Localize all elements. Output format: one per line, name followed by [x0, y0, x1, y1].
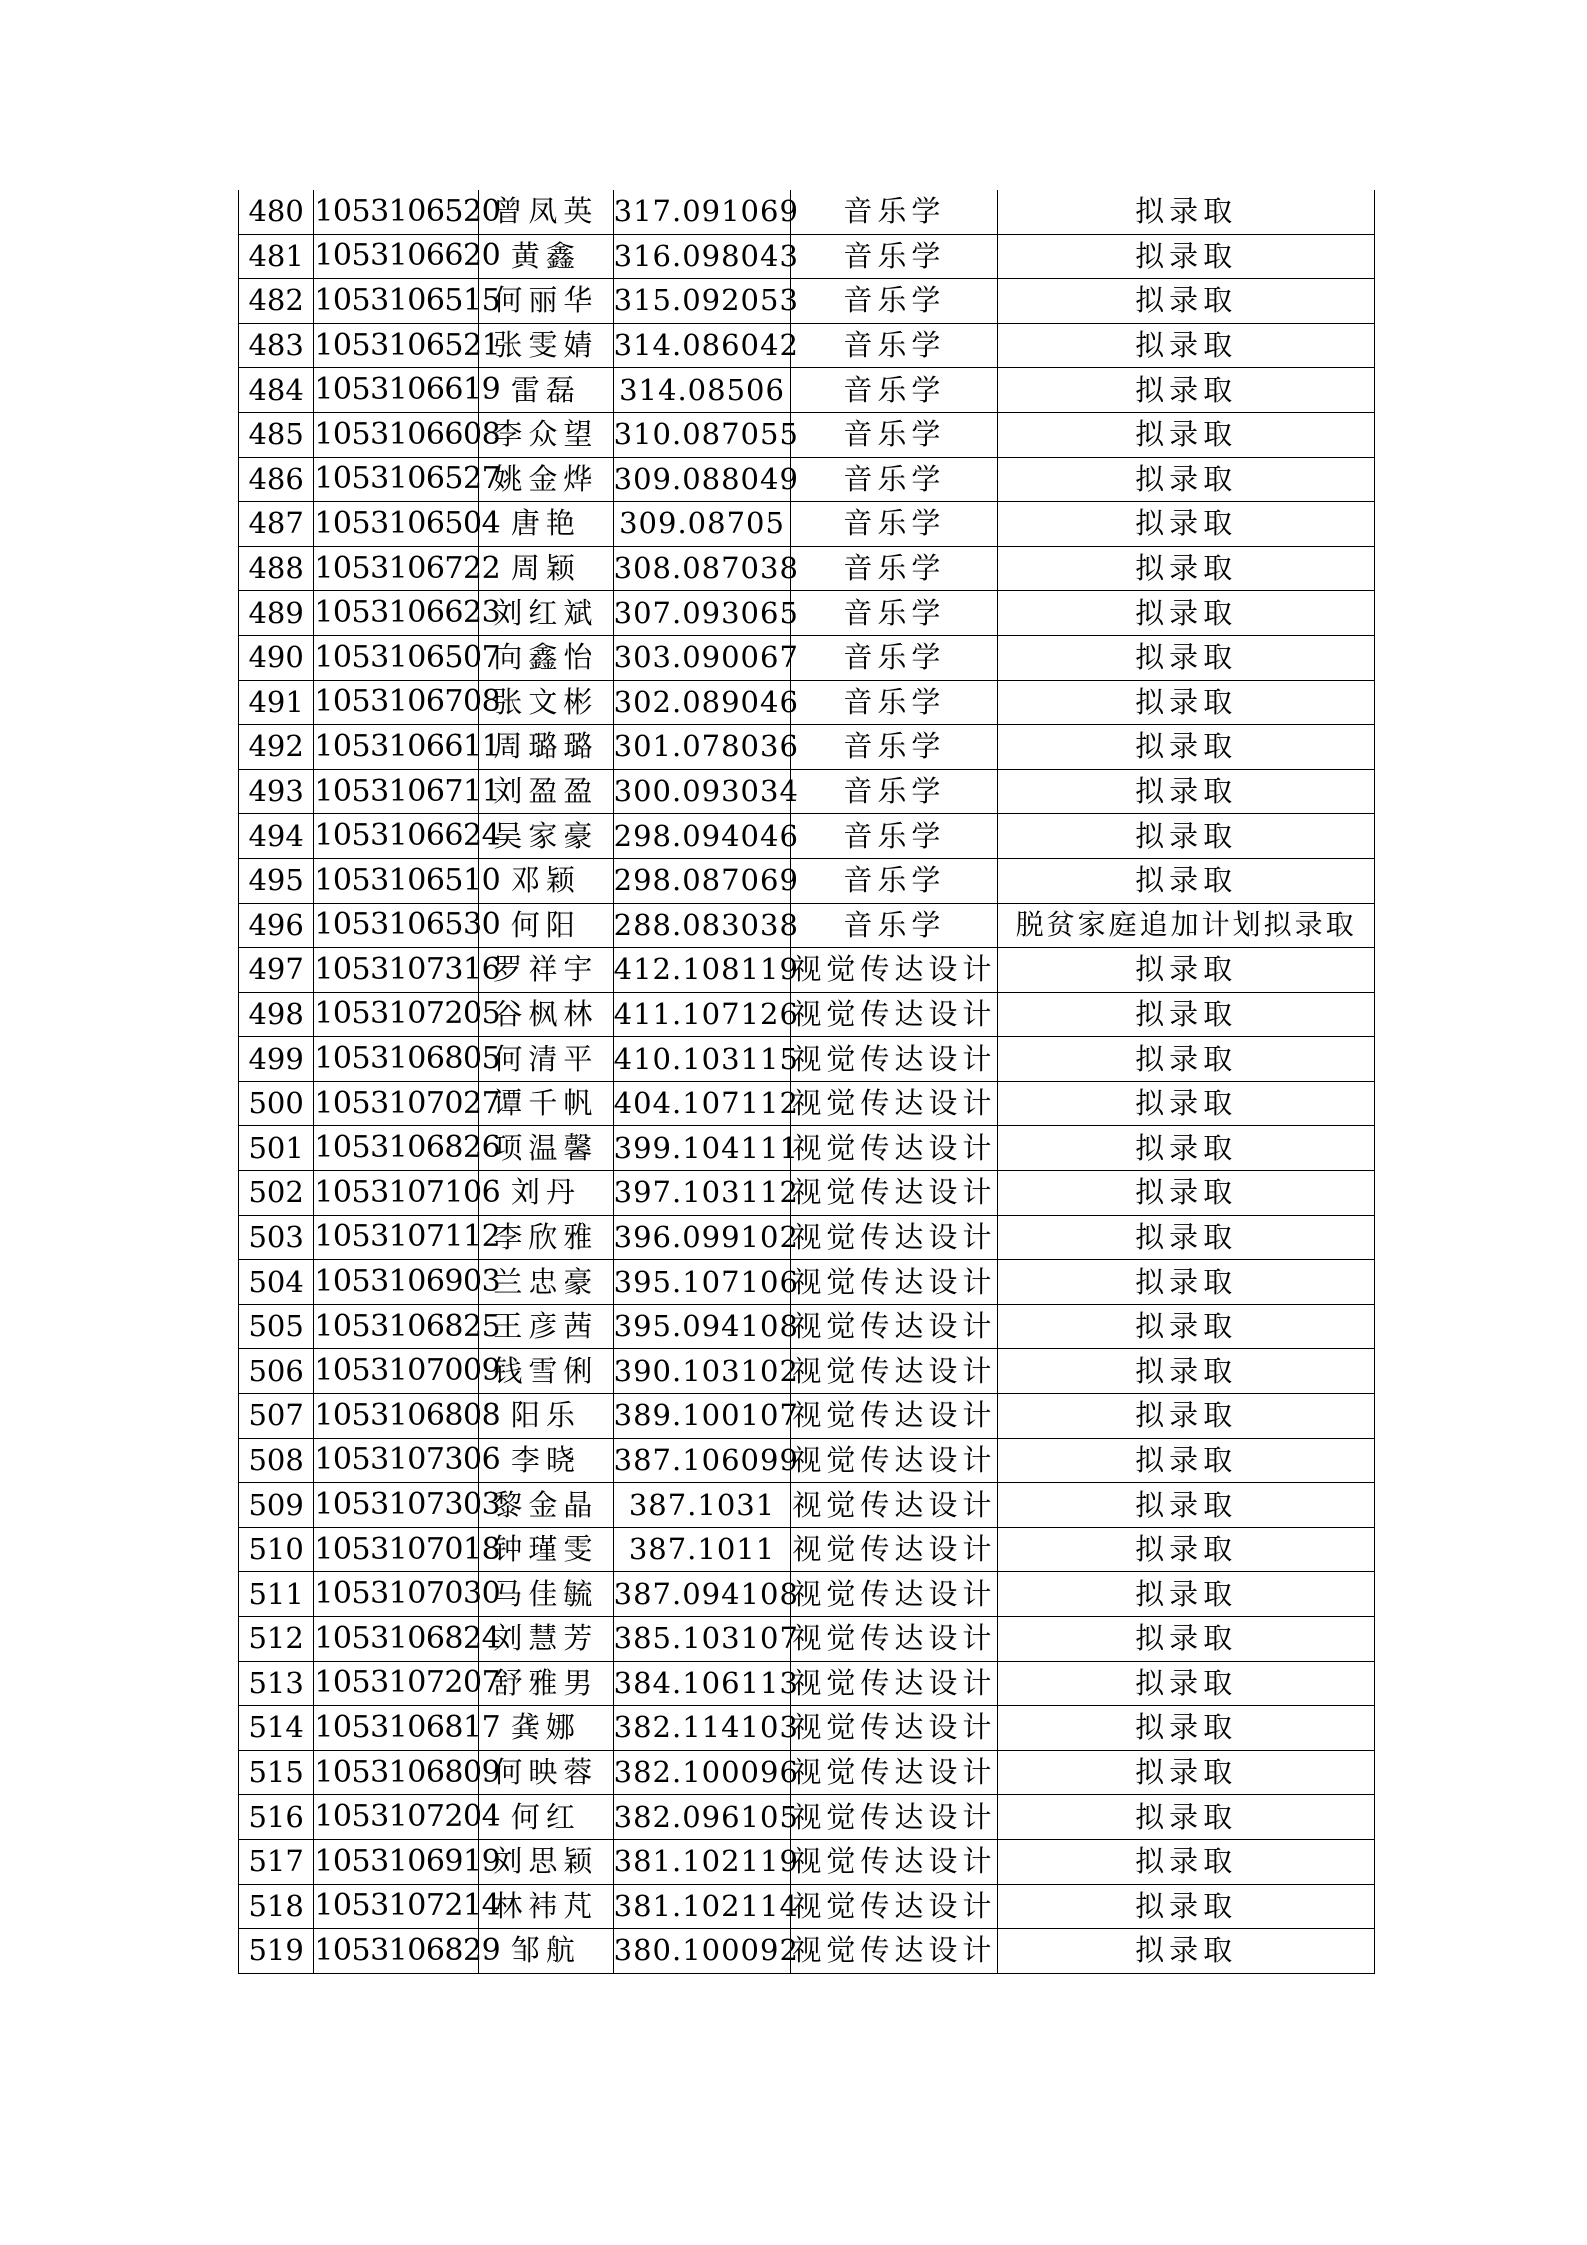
candidate-id-cell: 1053107207 [314, 1661, 479, 1706]
status-cell: 拟录取 [998, 412, 1375, 457]
candidate-name-cell: 吴家豪 [479, 814, 614, 859]
table-row [239, 1171, 1375, 1216]
major-cell: 视觉传达设计 [791, 1349, 998, 1394]
major-cell: 视觉传达设计 [791, 1795, 998, 1840]
status-cell: 拟录取 [998, 1215, 1375, 1260]
status-cell: 拟录取 [998, 1884, 1375, 1929]
candidate-id-cell: 1053106808 [314, 1394, 479, 1439]
status-cell: 拟录取 [998, 858, 1375, 903]
score-cell: 387.1011 [613, 1527, 791, 1572]
candidate-id-cell: 1053106510 [314, 858, 479, 903]
candidate-id-cell: 1053107306 [314, 1438, 479, 1483]
table-row [239, 903, 1375, 948]
seq-cell: 514 [239, 1706, 314, 1751]
score-cell: 314.08506 [613, 368, 791, 413]
seq-cell: 480 [239, 190, 314, 234]
table-row [239, 412, 1375, 457]
score-cell: 302.089046 [613, 680, 791, 725]
major-cell: 音乐学 [791, 323, 998, 368]
candidate-name-cell: 项温馨 [479, 1126, 614, 1171]
status-cell: 拟录取 [998, 1750, 1375, 1795]
candidate-id-cell: 1053106903 [314, 1260, 479, 1305]
score-cell: 384.106113 [613, 1661, 791, 1706]
score-cell: 387.094108 [613, 1572, 791, 1617]
seq-cell: 502 [239, 1171, 314, 1216]
status-cell: 拟录取 [998, 546, 1375, 591]
table-row [239, 1929, 1375, 1974]
candidate-id-cell: 1053106623 [314, 591, 479, 636]
table-row [239, 190, 1375, 234]
status-cell: 拟录取 [998, 279, 1375, 324]
score-cell: 309.08705 [613, 502, 791, 547]
status-cell: 拟录取 [998, 190, 1375, 234]
seq-cell: 504 [239, 1260, 314, 1305]
table-row [239, 814, 1375, 859]
major-cell: 音乐学 [791, 814, 998, 859]
seq-cell: 485 [239, 412, 314, 457]
candidate-id-cell: 1053106829 [314, 1929, 479, 1974]
score-cell: 396.099102 [613, 1215, 791, 1260]
candidate-id-cell: 1053106520 [314, 190, 479, 234]
score-cell: 404.107112 [613, 1081, 791, 1126]
status-cell: 拟录取 [998, 1661, 1375, 1706]
table-row [239, 1527, 1375, 1572]
status-cell: 拟录取 [998, 725, 1375, 770]
major-cell: 视觉传达设计 [791, 1126, 998, 1171]
candidate-id-cell: 1053107030 [314, 1572, 479, 1617]
candidate-id-cell: 1053106805 [314, 1037, 479, 1082]
major-cell: 视觉传达设计 [791, 1706, 998, 1751]
status-cell: 拟录取 [998, 992, 1375, 1037]
candidate-id-cell: 1053106521 [314, 323, 479, 368]
table-row [239, 1661, 1375, 1706]
major-cell: 视觉传达设计 [791, 1215, 998, 1260]
seq-cell: 510 [239, 1527, 314, 1572]
candidate-id-cell: 1053106530 [314, 903, 479, 948]
status-cell: 拟录取 [998, 368, 1375, 413]
score-cell: 387.1031 [613, 1483, 791, 1528]
seq-cell: 492 [239, 725, 314, 770]
seq-cell: 496 [239, 903, 314, 948]
candidate-name-cell: 兰忠豪 [479, 1260, 614, 1305]
table-row [239, 769, 1375, 814]
status-cell: 拟录取 [998, 1126, 1375, 1171]
major-cell: 音乐学 [791, 279, 998, 324]
score-cell: 381.102119 [613, 1839, 791, 1884]
seq-cell: 519 [239, 1929, 314, 1974]
seq-cell: 512 [239, 1617, 314, 1662]
major-cell: 视觉传达设计 [791, 1929, 998, 1974]
seq-cell: 499 [239, 1037, 314, 1082]
table-row [239, 680, 1375, 725]
score-cell: 387.106099 [613, 1438, 791, 1483]
candidate-name-cell: 何清平 [479, 1037, 614, 1082]
candidate-name-cell: 阳乐 [479, 1394, 614, 1439]
candidate-id-cell: 1053106711 [314, 769, 479, 814]
status-cell: 拟录取 [998, 502, 1375, 547]
table-row [239, 1483, 1375, 1528]
major-cell: 视觉传达设计 [791, 1037, 998, 1082]
candidate-id-cell: 1053106515 [314, 279, 479, 324]
candidate-id-cell: 1053106708 [314, 680, 479, 725]
candidate-name-cell: 周颖 [479, 546, 614, 591]
candidate-name-cell: 向鑫怡 [479, 635, 614, 680]
score-cell: 303.090067 [613, 635, 791, 680]
candidate-name-cell: 谭千帆 [479, 1081, 614, 1126]
table-row [239, 1394, 1375, 1439]
table-row [239, 725, 1375, 770]
status-cell: 拟录取 [998, 457, 1375, 502]
score-cell: 288.083038 [613, 903, 791, 948]
major-cell: 视觉传达设计 [791, 1527, 998, 1572]
candidate-id-cell: 1053106824 [314, 1617, 479, 1662]
status-cell: 拟录取 [998, 1394, 1375, 1439]
status-cell: 拟录取 [998, 1483, 1375, 1528]
major-cell: 视觉传达设计 [791, 1839, 998, 1884]
candidate-name-cell: 姚金烨 [479, 457, 614, 502]
status-cell: 拟录取 [998, 1572, 1375, 1617]
major-cell: 视觉传达设计 [791, 992, 998, 1037]
score-cell: 389.100107 [613, 1394, 791, 1439]
seq-cell: 498 [239, 992, 314, 1037]
table-row [239, 1617, 1375, 1662]
status-cell: 拟录取 [998, 1037, 1375, 1082]
candidate-id-cell: 1053106817 [314, 1706, 479, 1751]
major-cell: 视觉传达设计 [791, 1483, 998, 1528]
table-row [239, 858, 1375, 903]
candidate-name-cell: 马佳毓 [479, 1572, 614, 1617]
candidate-name-cell: 邓颖 [479, 858, 614, 903]
major-cell: 视觉传达设计 [791, 1394, 998, 1439]
seq-cell: 508 [239, 1438, 314, 1483]
seq-cell: 487 [239, 502, 314, 547]
score-cell: 310.087055 [613, 412, 791, 457]
score-cell: 411.107126 [613, 992, 791, 1037]
table-row [239, 1438, 1375, 1483]
status-cell: 拟录取 [998, 1349, 1375, 1394]
candidate-name-cell: 林袆芃 [479, 1884, 614, 1929]
seq-cell: 501 [239, 1126, 314, 1171]
score-cell: 315.092053 [613, 279, 791, 324]
candidate-id-cell: 1053107204 [314, 1795, 479, 1840]
table-row [239, 1795, 1375, 1840]
major-cell: 音乐学 [791, 546, 998, 591]
major-cell: 音乐学 [791, 769, 998, 814]
seq-cell: 483 [239, 323, 314, 368]
seq-cell: 488 [239, 546, 314, 591]
candidate-name-cell: 张雯婧 [479, 323, 614, 368]
candidate-id-cell: 1053106826 [314, 1126, 479, 1171]
major-cell: 音乐学 [791, 502, 998, 547]
candidate-name-cell: 龚娜 [479, 1706, 614, 1751]
candidate-id-cell: 1053106619 [314, 368, 479, 413]
candidate-id-cell: 1053107027 [314, 1081, 479, 1126]
major-cell: 视觉传达设计 [791, 948, 998, 993]
status-cell: 拟录取 [998, 234, 1375, 279]
table-row [239, 1304, 1375, 1349]
score-cell: 390.103102 [613, 1349, 791, 1394]
candidate-id-cell: 1053106527 [314, 457, 479, 502]
score-cell: 385.103107 [613, 1617, 791, 1662]
candidate-id-cell: 1053106504 [314, 502, 479, 547]
candidate-name-cell: 刘思颖 [479, 1839, 614, 1884]
major-cell: 音乐学 [791, 680, 998, 725]
major-cell: 视觉传达设计 [791, 1171, 998, 1216]
major-cell: 音乐学 [791, 457, 998, 502]
seq-cell: 490 [239, 635, 314, 680]
seq-cell: 516 [239, 1795, 314, 1840]
seq-cell: 511 [239, 1572, 314, 1617]
table-row [239, 1839, 1375, 1884]
score-cell: 317.091069 [613, 190, 791, 234]
candidate-id-cell: 1053107112 [314, 1215, 479, 1260]
score-cell: 381.102114 [613, 1884, 791, 1929]
score-cell: 395.094108 [613, 1304, 791, 1349]
table-row [239, 323, 1375, 368]
candidate-id-cell: 1053106825 [314, 1304, 479, 1349]
major-cell: 视觉传达设计 [791, 1081, 998, 1126]
candidate-name-cell: 曾凤英 [479, 190, 614, 234]
score-cell: 307.093065 [613, 591, 791, 636]
seq-cell: 493 [239, 769, 314, 814]
candidate-name-cell: 唐艳 [479, 502, 614, 547]
candidate-name-cell: 雷磊 [479, 368, 614, 413]
seq-cell: 505 [239, 1304, 314, 1349]
candidate-name-cell: 黄鑫 [479, 234, 614, 279]
candidate-name-cell: 何红 [479, 1795, 614, 1840]
candidate-id-cell: 1053106608 [314, 412, 479, 457]
status-cell: 拟录取 [998, 1617, 1375, 1662]
status-cell: 拟录取 [998, 323, 1375, 368]
seq-cell: 503 [239, 1215, 314, 1260]
status-cell: 拟录取 [998, 591, 1375, 636]
status-cell: 脱贫家庭追加计划拟录取 [998, 903, 1375, 948]
table-row [239, 1884, 1375, 1929]
score-cell: 380.100092 [613, 1929, 791, 1974]
candidate-id-cell: 1053106620 [314, 234, 479, 279]
status-cell: 拟录取 [998, 1171, 1375, 1216]
candidate-id-cell: 1053107018 [314, 1527, 479, 1572]
candidate-name-cell: 刘丹 [479, 1171, 614, 1216]
status-cell: 拟录取 [998, 1081, 1375, 1126]
seq-cell: 506 [239, 1349, 314, 1394]
seq-cell: 518 [239, 1884, 314, 1929]
status-cell: 拟录取 [998, 1527, 1375, 1572]
table-row [239, 502, 1375, 547]
candidate-name-cell: 李晓 [479, 1438, 614, 1483]
score-cell: 382.096105 [613, 1795, 791, 1840]
status-cell: 拟录取 [998, 1839, 1375, 1884]
table-row [239, 591, 1375, 636]
candidate-name-cell: 何丽华 [479, 279, 614, 324]
major-cell: 视觉传达设计 [791, 1884, 998, 1929]
table-row [239, 457, 1375, 502]
candidate-name-cell: 张文彬 [479, 680, 614, 725]
candidate-name-cell: 刘慧芳 [479, 1617, 614, 1662]
table-row [239, 1215, 1375, 1260]
seq-cell: 486 [239, 457, 314, 502]
candidate-id-cell: 1053107214 [314, 1884, 479, 1929]
seq-cell: 481 [239, 234, 314, 279]
candidate-id-cell: 1053106507 [314, 635, 479, 680]
seq-cell: 495 [239, 858, 314, 903]
score-cell: 301.078036 [613, 725, 791, 770]
major-cell: 视觉传达设计 [791, 1661, 998, 1706]
major-cell: 音乐学 [791, 903, 998, 948]
status-cell: 拟录取 [998, 1304, 1375, 1349]
status-cell: 拟录取 [998, 680, 1375, 725]
table-row [239, 1349, 1375, 1394]
status-cell: 拟录取 [998, 1438, 1375, 1483]
seq-cell: 515 [239, 1750, 314, 1795]
admission-table-body [239, 190, 1375, 1973]
status-cell: 拟录取 [998, 635, 1375, 680]
status-cell: 拟录取 [998, 1929, 1375, 1974]
seq-cell: 494 [239, 814, 314, 859]
score-cell: 410.103115 [613, 1037, 791, 1082]
score-cell: 309.088049 [613, 457, 791, 502]
seq-cell: 507 [239, 1394, 314, 1439]
major-cell: 视觉传达设计 [791, 1617, 998, 1662]
major-cell: 音乐学 [791, 591, 998, 636]
table-row [239, 1572, 1375, 1617]
major-cell: 视觉传达设计 [791, 1572, 998, 1617]
seq-cell: 484 [239, 368, 314, 413]
seq-cell: 482 [239, 279, 314, 324]
status-cell: 拟录取 [998, 1795, 1375, 1840]
candidate-id-cell: 1053106722 [314, 546, 479, 591]
table-row [239, 1126, 1375, 1171]
score-cell: 382.114103 [613, 1706, 791, 1751]
score-cell: 298.087069 [613, 858, 791, 903]
candidate-name-cell: 刘盈盈 [479, 769, 614, 814]
seq-cell: 491 [239, 680, 314, 725]
score-cell: 395.107106 [613, 1260, 791, 1305]
candidate-name-cell: 周璐璐 [479, 725, 614, 770]
score-cell: 382.100096 [613, 1750, 791, 1795]
candidate-id-cell: 1053107205 [314, 992, 479, 1037]
candidate-id-cell: 1053106809 [314, 1750, 479, 1795]
candidate-id-cell: 1053106919 [314, 1839, 479, 1884]
table-row [239, 1706, 1375, 1751]
seq-cell: 500 [239, 1081, 314, 1126]
candidate-name-cell: 何映蓉 [479, 1750, 614, 1795]
table-row [239, 546, 1375, 591]
major-cell: 视觉传达设计 [791, 1438, 998, 1483]
candidate-id-cell: 1053107303 [314, 1483, 479, 1528]
table-row [239, 992, 1375, 1037]
candidate-id-cell: 1053106611 [314, 725, 479, 770]
candidate-name-cell: 谷枫林 [479, 992, 614, 1037]
seq-cell: 513 [239, 1661, 314, 1706]
status-cell: 拟录取 [998, 769, 1375, 814]
table-row [239, 279, 1375, 324]
seq-cell: 489 [239, 591, 314, 636]
table-row [239, 1037, 1375, 1082]
candidate-name-cell: 邹航 [479, 1929, 614, 1974]
table-row [239, 368, 1375, 413]
seq-cell: 517 [239, 1839, 314, 1884]
admission-table [238, 190, 1375, 1974]
major-cell: 音乐学 [791, 190, 998, 234]
major-cell: 音乐学 [791, 725, 998, 770]
candidate-name-cell: 王彦茜 [479, 1304, 614, 1349]
candidate-name-cell: 钟瑾雯 [479, 1527, 614, 1572]
major-cell: 音乐学 [791, 858, 998, 903]
candidate-name-cell: 何阳 [479, 903, 614, 948]
major-cell: 视觉传达设计 [791, 1260, 998, 1305]
candidate-id-cell: 1053106624 [314, 814, 479, 859]
major-cell: 视觉传达设计 [791, 1750, 998, 1795]
candidate-name-cell: 舒雅男 [479, 1661, 614, 1706]
status-cell: 拟录取 [998, 1706, 1375, 1751]
candidate-name-cell: 罗祥宇 [479, 948, 614, 993]
status-cell: 拟录取 [998, 1260, 1375, 1305]
candidate-name-cell: 刘红斌 [479, 591, 614, 636]
major-cell: 音乐学 [791, 234, 998, 279]
candidate-name-cell: 钱雪俐 [479, 1349, 614, 1394]
major-cell: 音乐学 [791, 635, 998, 680]
candidate-id-cell: 1053107009 [314, 1349, 479, 1394]
seq-cell: 497 [239, 948, 314, 993]
table-row [239, 948, 1375, 993]
score-cell: 399.104111 [613, 1126, 791, 1171]
table-row [239, 1260, 1375, 1305]
score-cell: 300.093034 [613, 769, 791, 814]
status-cell: 拟录取 [998, 948, 1375, 993]
seq-cell: 509 [239, 1483, 314, 1528]
candidate-name-cell: 黎金晶 [479, 1483, 614, 1528]
major-cell: 音乐学 [791, 368, 998, 413]
table-row [239, 635, 1375, 680]
candidate-id-cell: 1053107106 [314, 1171, 479, 1216]
score-cell: 397.103112 [613, 1171, 791, 1216]
score-cell: 308.087038 [613, 546, 791, 591]
table-row [239, 1081, 1375, 1126]
status-cell: 拟录取 [998, 814, 1375, 859]
score-cell: 316.098043 [613, 234, 791, 279]
candidate-name-cell: 李欣雅 [479, 1215, 614, 1260]
table-row [239, 234, 1375, 279]
candidate-name-cell: 李众望 [479, 412, 614, 457]
table-row [239, 1750, 1375, 1795]
major-cell: 音乐学 [791, 412, 998, 457]
score-cell: 298.094046 [613, 814, 791, 859]
score-cell: 412.108119 [613, 948, 791, 993]
score-cell: 314.086042 [613, 323, 791, 368]
major-cell: 视觉传达设计 [791, 1304, 998, 1349]
candidate-id-cell: 1053107316 [314, 948, 479, 993]
